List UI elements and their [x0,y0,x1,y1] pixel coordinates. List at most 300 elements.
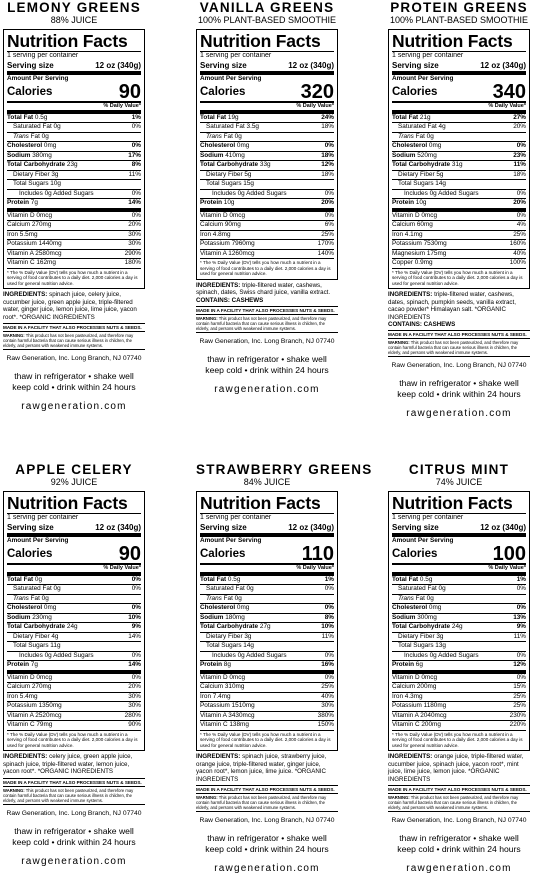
nutrient-label: Total Carbohydrate [392,623,451,630]
ingredients [388,291,530,321]
nutrient-dv: 40% [513,249,526,257]
nutrient-row [7,623,141,632]
ingredients [388,753,530,783]
nutrient-dv: 11% [513,632,526,640]
calories-label: Calories [200,547,246,560]
nutrient-row [200,133,334,142]
nutrient-dv: 1% [516,575,526,583]
storage-instructions-2: keep cold • drink within 24 hours [205,843,329,854]
nutrient-dv: 8% [324,613,334,621]
nutrient-amount: 0.5g [418,575,433,583]
nutrient-dv: 0% [516,604,526,611]
nutrition-facts-title: Nutrition Facts [7,493,128,513]
dv-footnote: * The % Daily Value (DV) tells you how much a nutrient in a serving of food contributes to a daily diet. 2,000 calories a day is used for general nutrition advice. [392,269,523,286]
nutrient-row [392,142,526,151]
nutrient-amount: 21g [418,113,431,121]
nutrient-row [7,142,141,151]
serving-size-value: 12 oz (340g) [95,60,141,70]
nutrient-label: Vitamin D [392,211,420,219]
nutrient-label: Potassium [392,240,422,247]
nutrient-label: Iron [200,692,212,700]
nutrient-amount: 23g [65,161,78,168]
nutrient-label: Vitamin D [200,211,228,219]
serving-size [392,523,526,533]
ingredients [196,753,338,783]
nutrient-label: Includes 0g Added Sugars [19,651,94,659]
calories-row [392,80,526,103]
nutrient-dv: 14% [128,661,141,668]
storage-instructions-2: keep cold • drink within 24 hours [12,836,136,847]
nutrition-facts-label [388,491,530,751]
nutrient-dv: 20% [128,683,141,690]
nutrition-facts-label [3,29,145,289]
manufacturer: Raw Generation, Inc. Long Branch, NJ 07740 [391,816,527,824]
nutrient-amount: 300mg [415,613,437,621]
nutrient-label: Total Fat [392,113,419,121]
nutrient-label: Vitamin C [200,721,228,728]
daily-value-header: % Daily Value* [488,564,526,571]
nutrient-label: Cholesterol [200,604,236,611]
nutrient-amount: 380mg [30,151,52,159]
nutrient-amount: 3g [49,170,59,178]
nutrient-amount: 0mcg [227,673,245,681]
nutrient-amount: 0mcg [227,211,245,219]
nutrient-dv: 0% [516,189,526,197]
nutrient-amount: 60mg [415,221,433,228]
nutrient-amount: 175mg [425,249,447,257]
nutrient-dv: 25% [321,683,334,690]
ingredients-label: INGREDIENTS: [3,753,48,761]
nutrient-dv: 0% [516,673,526,681]
nutrient-dv: 18% [321,170,334,178]
nutrient-row [200,161,334,170]
nutrient-label: Cholesterol [392,604,428,611]
nutrient-label: Cholesterol [200,142,236,149]
nutrient-label: Dietary Fiber [13,170,50,178]
product-subtitle: 92% JUICE [50,477,98,487]
nutrient-amount: Fat 0g [28,132,49,140]
serving-size-value: 12 oz (340g) [95,522,141,532]
nutrient-amount: 14g [433,180,446,187]
nutrient-amount: 4.1mg [403,230,423,238]
nutrient-amount: 1510mg [229,702,255,709]
warning [196,795,338,812]
ingredients-text: triple-filtered water, cashews, dates, spinach, pumpkin seeds, vanilla extract, cacao powder* Himalayan salt. *ORGANIC INGREDIENTS [388,291,516,321]
nutrition-facts-title: Nutrition Facts [200,493,321,513]
amount-per-serving: Amount Per Serving [200,74,262,82]
nutrient-row [392,180,526,189]
nutrient-row [392,199,526,208]
nutrient-label: Calcium [200,221,224,228]
serving-size [7,61,141,71]
nutrient-label: Calcium [7,683,31,690]
nutrient-dv: 16% [321,661,334,668]
product-panel [388,0,530,420]
nutrient-dv: 30% [128,230,141,238]
serving-size-value: 12 oz (340g) [480,522,526,532]
nutrient-label: Potassium [392,702,422,709]
nutrient-row [392,702,526,711]
nutrient-dv: 380% [317,711,334,719]
nutrient-amount: 10g [48,180,61,187]
nutrient-row [7,259,141,268]
nutrient-dv: 0% [516,142,526,149]
warning [196,316,338,333]
nutrient-dv: 24% [321,113,334,121]
nutrient-label: Includes 0g Added Sugars [404,651,479,659]
nutrient-dv: 100% [509,259,526,266]
nutrient-dv: 9% [131,623,141,630]
nutrient-dv: 11% [128,170,141,178]
facility-statement: MADE IN A FACILITY THAT ALSO PROCESSES NUTS & SEEDS. [388,785,530,794]
product-name: CITRUS MINT [408,462,510,477]
nutrient-amount: 2040mcg [418,711,447,719]
ingredients-text: celery juice, green apple juice, spinach juice, triple-filtered water, lemon juice, yacon root*. *ORGANIC INGREDIENTS [3,753,133,776]
nutrient-amount: 3g [242,632,252,640]
nutrient-label: Total Fat [392,575,419,583]
nutrient-row [200,702,334,711]
nutrient-row [7,133,141,142]
nutrient-label: Includes 0g Added Sugars [212,189,287,197]
nutrient-label: Dietary Fiber [206,632,243,640]
nutrient-row [200,250,334,259]
storage-instructions-2: keep cold • drink within 24 hours [397,389,521,400]
nutrient-row [392,614,526,623]
nutrient-label: Includes 0g Added Sugars [404,189,479,197]
nutrient-amount: 4g [436,123,446,130]
nutrient-label: Potassium [200,702,230,709]
nutrient-dv: 230% [509,711,526,719]
nutrient-dv: 0% [324,673,334,681]
nutrient-dv: 25% [321,230,334,238]
product-name: STRAWBERRY GREENS [196,462,373,477]
nutrient-amount: 7960mg [229,240,255,247]
nutrient-label: Protein [7,199,30,206]
nutrient-row [200,152,334,161]
serving-size [392,61,526,71]
nutrient-row [7,674,141,683]
nutrient-amount: 4.3mg [403,692,423,700]
nutrient-row [7,199,141,208]
nutrient-row [392,231,526,240]
nutrient-dv: 8% [131,161,141,168]
nutrient-amount: 1180mg [421,702,447,709]
nutrient-dv: 30% [128,240,141,247]
nutrient-dv: 40% [321,692,334,700]
manufacturer: Raw Generation, Inc. Long Branch, NJ 07740 [391,362,527,370]
ingredients-text: spinach juice, celery juice, cucumber juice, green apple juice, triple-filtered water, ginger juice, lemon juice, lime juice, yacon root*. *ORGANIC INGREDIENTS [3,291,137,321]
nutrient-amount: 10g [414,199,427,206]
nutrition-facts-label [3,491,145,751]
warning-label: WARNING: [388,340,410,346]
nutrient-amount: 24g [65,623,78,630]
nutrient-row [200,180,334,189]
nutrient-label: Vitamin D [7,211,35,219]
nutrient-amount: 11g [48,642,61,649]
nutrient-label: Vitamin A [7,249,34,257]
nutrient-label: Cholesterol [7,142,43,149]
nutrient-row [392,123,526,132]
nutrition-facts-title: Nutrition Facts [392,493,513,513]
nutrient-row [392,133,526,142]
nutrient-row [200,614,334,623]
warning-text: This product has not been pasteurized, and therefore may contain harmful bacteria that can cause serious illness in children, the elderly, and persons with weakened immune systems. [196,316,327,331]
serving-size-value: 12 oz (340g) [288,522,334,532]
storage-instructions-2: keep cold • drink within 24 hours [205,365,329,375]
nutrient-label: Total Sugars [398,642,434,649]
nutrient-amount: 14g [241,642,254,649]
ingredients [3,291,145,321]
nutrient-label: Trans [206,132,222,140]
facility-statement: MADE IN A FACILITY THAT ALSO PROCESSES NUTS & SEEDS. [196,306,338,315]
nutrient-row [7,123,141,132]
nutrient-label: Vitamin D [200,673,228,681]
nutrient-dv: 18% [321,151,334,159]
nutrient-amount: 10g [222,199,235,206]
nutrient-amount: 180mg [223,613,245,621]
nutrient-dv: 25% [513,692,526,700]
servings-per-container: 1 serving per container [200,514,272,521]
nutrition-facts-label [196,29,338,280]
nutrient-row [7,114,141,123]
nutrient-label: Includes 0g Added Sugars [212,651,287,659]
nutrient-amount: 520mg [415,151,437,159]
nutrient-row [7,161,141,170]
nutrient-label: Calcium [7,221,31,228]
serving-size [7,523,141,533]
warning [388,340,530,357]
nutrient-row [200,240,334,249]
nutrient-dv: 30% [128,692,141,700]
nutrient-dv: 18% [513,170,526,178]
nutrient-label: Trans [398,132,414,140]
nutrient-row [7,633,141,642]
nutrient-row [7,212,141,221]
nutrient-dv: 0% [324,211,334,219]
nutrient-row [392,652,526,661]
facility-statement: MADE IN A FACILITY THAT ALSO PROCESSES NUTS & SEEDS. [196,785,338,794]
nutrient-amount: 0mg [42,604,57,611]
nutrient-dv: 0% [516,651,526,659]
nutrient-label: Cholesterol [392,142,428,149]
amount-per-serving: Amount Per Serving [200,536,262,544]
nutrient-amount: 2520mcg [33,711,62,719]
nutrient-dv: 4% [516,221,526,228]
nutrient-label: Total Fat [7,113,34,121]
calories-value: 100 [492,542,526,565]
storage-instructions-2: keep cold • drink within 24 hours [397,843,521,854]
nutrient-label: Vitamin A [200,249,227,257]
nutrient-amount: 3.5g [244,123,259,130]
nutrient-amount: 0mcg [34,211,52,219]
nutrient-amount: 8g [222,661,231,668]
warning-text: This product has not been pasteurized, and therefore may contain harmful bacteria that can cause serious illness in children, the elderly, and persons with weakened immune systems. [3,332,134,348]
nutrient-dv: 11% [513,161,526,168]
nutrient-label: Total Sugars [13,642,49,649]
nutrient-amount: 7g [29,199,38,206]
nutrient-amount: 79mg [34,721,53,728]
nutrient-row [392,171,526,180]
nutrient-dv: 170% [317,240,334,247]
product-panel [3,0,145,413]
nutrient-label: Iron [7,692,19,700]
serving-size-label: Serving size [7,522,54,532]
nutrient-amount: 4.8mg [211,230,231,238]
product-name: PROTEIN GREENS [390,0,528,15]
nutrient-amount: 0mcg [419,673,437,681]
calories-row [200,542,334,565]
nutrient-amount: 90mg [223,221,241,228]
nutrient-row [7,171,141,180]
nutrient-label: Potassium [7,240,37,247]
nutrient-row [392,595,526,604]
nutrient-label: Sodium [392,151,416,159]
website: rawgeneration.com [406,408,512,420]
dv-footnote: * The % Daily Value (DV) tells you how much a nutrient in a serving of food contributes to a daily diet. 2,000 calories a day is used for general nutrition advice. [200,260,331,277]
dv-footnote: * The % Daily Value (DV) tells you how much a nutrient in a serving of food contributes to a daily diet. 2,000 calories a day is used for general nutrition advice. [200,731,331,748]
nutrient-amount: 3430mcg [226,711,255,719]
nutrient-amount: 6g [414,661,423,668]
dv-footnote: * The % Daily Value (DV) tells you how much a nutrient in a serving of food contributes to a daily diet. 2,000 calories a day is used for general nutrition advice. [7,269,138,286]
storage-instructions-1: thaw in refrigerator • shake well [14,370,134,381]
nutrient-amount: 1350mg [36,702,62,709]
nutrient-label: Protein [392,661,415,668]
nutrient-amount: 0g [244,585,254,592]
nutrient-amount: 270mg [30,221,52,228]
website: rawgeneration.com [21,400,127,412]
storage-instructions-1: thaw in refrigerator • shake well [399,378,519,389]
nutrient-dv: 1% [324,575,334,583]
nutrient-label: Includes 0g Added Sugars [19,189,94,197]
nutrient-label: Vitamin D [392,673,420,681]
product-subtitle: 84% JUICE [243,477,291,487]
nutrient-dv: 290% [124,249,141,257]
nutrient-row [200,190,334,199]
nutrient-amount: 4g [49,632,59,640]
nutrient-label: Trans [13,132,29,140]
nutrient-label: Sodium [200,151,224,159]
nutrient-amount: Fat 0g [221,132,242,140]
servings-per-container: 1 serving per container [7,514,79,521]
nutrient-row [200,576,334,585]
nutrient-dv: 20% [128,221,141,228]
nutrient-label: Total Sugars [398,180,434,187]
nutrient-row [7,702,141,711]
nutrient-label: Vitamin D [7,673,35,681]
nutrient-dv: 13% [513,613,526,621]
nutrient-dv: 280% [124,711,141,719]
nutrient-label: Trans [13,594,29,602]
calories-row [7,80,141,103]
nutrient-label: Saturated Fat [13,585,52,592]
ingredients [3,753,145,775]
facility-statement: MADE IN A FACILITY THAT ALSO PROCESSES NUTS & SEEDS. [3,778,145,787]
nutrient-row [200,142,334,151]
nutrient-row [392,693,526,702]
nutrient-label: Calcium [392,683,416,690]
nutrient-row [7,190,141,199]
nutrient-label: Saturated Fat [398,123,437,130]
nutrient-label: Trans [206,594,222,602]
nutrient-dv: 10% [128,613,141,621]
nutrient-amount: 5g [434,170,444,178]
serving-size-label: Serving size [392,522,439,532]
nutrient-dv: 0% [131,142,141,149]
nutrient-label: Protein [392,199,415,206]
nutrient-row [7,576,141,585]
nutrient-label: Saturated Fat [13,123,52,130]
nutrient-label: Dietary Fiber [13,632,50,640]
calories-value: 90 [118,542,141,565]
nutrient-dv: 150% [317,721,334,728]
nutrient-amount: 0g [51,123,61,130]
nutrient-row [200,623,334,632]
website: rawgeneration.com [214,862,320,874]
nutrient-row [7,683,141,692]
nutrient-label: Potassium [200,240,230,247]
nutrient-label: Calcium [392,221,416,228]
nutrient-dv: 20% [513,123,526,130]
serving-size-label: Serving size [7,60,54,70]
nutrient-row [392,642,526,651]
ingredients-text: triple-filtered water, cashews, spinach, dates, Swiss chard juice, vanilla extract. [196,281,331,297]
nutrient-dv: 25% [513,702,526,709]
nutrient-dv: 20% [513,199,526,206]
nutrient-row [200,221,334,230]
nutrient-row [200,595,334,604]
nutrient-label: Protein [200,199,223,206]
nutrient-row [200,231,334,240]
nutrient-label: Sodium [200,613,224,621]
nutrient-label: Dietary Fiber [398,632,435,640]
nutrient-label: Total Carbohydrate [200,161,259,168]
nutrient-amount: 3g [434,632,444,640]
calories-label: Calories [392,547,438,560]
calories-label: Calories [7,547,53,560]
nutrient-dv: 25% [513,230,526,238]
nutrient-dv: 30% [321,702,334,709]
nutrient-row [200,683,334,692]
nutrient-dv: 9% [516,623,526,630]
product-subtitle: 100% PLANT-BASED SMOOTHIE [197,15,337,25]
nutrition-facts-label [388,29,530,289]
nutrient-amount: 0mg [427,142,442,149]
ingredients [196,282,338,297]
nutrient-dv: 0% [324,189,334,197]
daily-value-header: % Daily Value* [296,564,334,571]
warning-label: WARNING: [196,794,218,800]
nutrient-label: Vitamin C [392,721,420,728]
nutrient-row [7,614,141,623]
ingredients-text: spinach juice, strawberry juice, orange juice, triple-filtered water, ginger juice, yacon root*, lemon juice, lime juice. *ORGANIC INGREDIENTS [196,753,327,783]
nutrient-row [392,721,526,730]
servings-per-container: 1 serving per container [392,514,464,521]
allergen-statement: CONTAINS: CASHEWS [388,320,456,328]
nutrient-row [200,674,334,683]
nutrient-dv: 0% [131,673,141,681]
nutrient-amount: 162mg [34,259,56,266]
ingredients-label: INGREDIENTS: [388,753,433,761]
nutrient-amount: 410mg [223,151,245,159]
storage-instructions-1: thaw in refrigerator • shake well [399,832,519,843]
nutrient-label: Total Carbohydrate [7,623,66,630]
nutrient-dv: 0% [131,651,141,659]
nutrient-row [392,221,526,230]
nutrient-amount: 200mg [419,721,441,728]
ingredients-label: INGREDIENTS: [196,753,241,761]
nutrient-row [392,576,526,585]
allergen-statement: CONTAINS: CASHEWS [196,296,264,304]
